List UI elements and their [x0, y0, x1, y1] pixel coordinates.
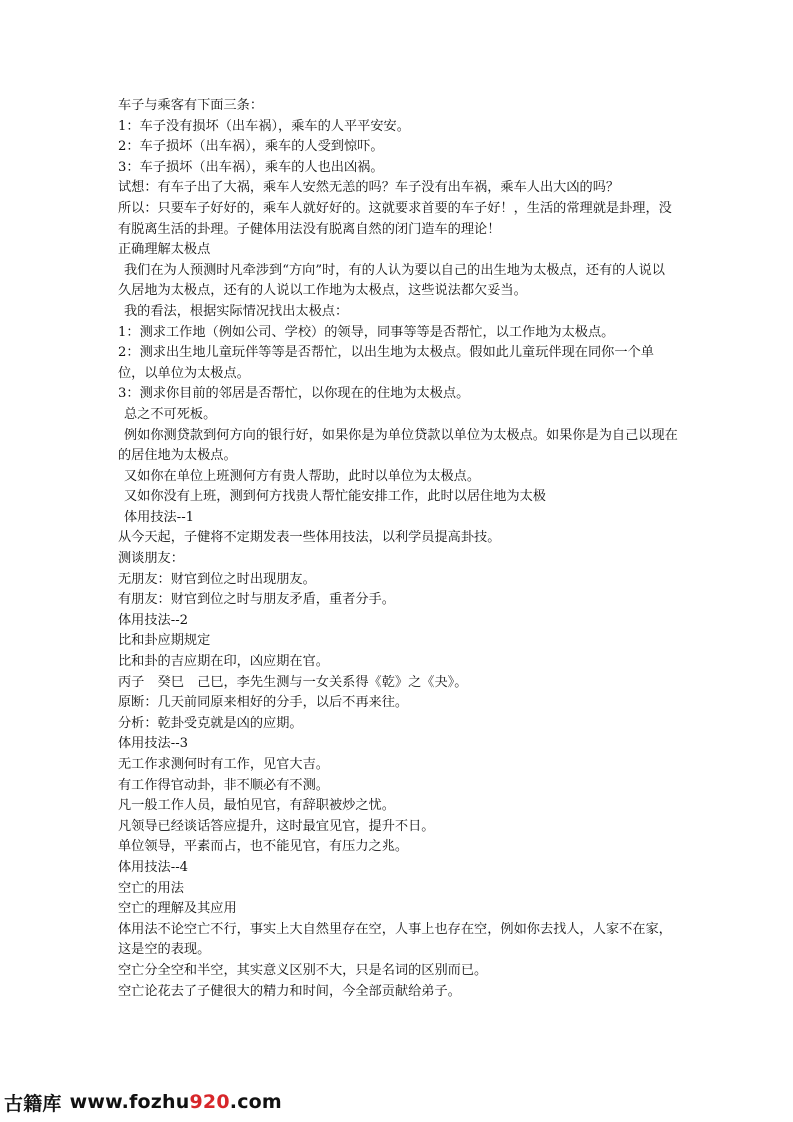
section-heading: 空亡的用法 [118, 880, 184, 896]
text-line: 试想：有车子出了大祸，乘车人安然无恙的吗？车子没有出车祸，乘车人出大凶的吗？ [118, 180, 620, 196]
text-line: 所以：只要车子好好的，乘车人就好好的。这就要求首要的车子好！，生活的常理就是卦理，没有脱离生活的卦理。子健体用法没有脱离自然的闭门造车的理论！ [118, 200, 672, 237]
section-heading: 体用技法--4 [118, 859, 189, 875]
text-line: 2：测求出生地儿童玩伴等等是否帮忙，以出生地为太极点。假如此儿童玩伴现在同你一个单位，以单位为太极点。 [118, 345, 654, 381]
text-line: 无工作求测何时有工作，见官大吉。 [118, 757, 329, 772]
text-line: 原断：几天前同原来相好的分手，以后不再来往。 [118, 695, 409, 711]
text-line: 1：测求工作地（例如公司、学校）的领导，同事等等是否帮忙，以工作地为太极点。 [118, 324, 615, 340]
text-line: 例如你测贷款到何方向的银行好，如果你是为单位贷款以单位为太极点。如果你是为自己以现在的居住地为太极点。 [118, 427, 678, 464]
text-line: 凡领导已经谈话答应提升，这时最宜见官，提升不日。 [118, 818, 435, 834]
document-body [118, 96, 678, 1002]
text-line: 我的看法，根据实际情况找出太极点： [124, 303, 349, 319]
text-line: 3：测求你目前的邻居是否帮忙，以你现在的住地为太极点。 [118, 386, 470, 402]
text-line: 测谈朋友： [118, 551, 184, 567]
watermark-url-number: 920 [189, 1091, 230, 1113]
watermark-brand: 古籍库 [4, 1092, 62, 1115]
text-line: 3：车子损坏（出车祸），乘车的人也出凶祸。 [118, 159, 384, 175]
text-line: 1：车子没有损坏（出车祸），乘车的人平平安安。 [118, 118, 410, 134]
text-line: 无朋友：财官到位之时出现朋友。 [118, 571, 316, 587]
text-line: 有朋友：财官到位之时与朋友矛盾，重者分手。 [118, 592, 395, 608]
text-line: 我们在为人预测时凡牵涉到“方向”时，有的人认为要以自己的出生地为太极点，还有的人说以久居地为太极点，还有的人说以工作地为太极点，这些说法都欠妥当。 [118, 262, 665, 299]
text-line: 分析：乾卦受克就是凶的应期。 [118, 715, 303, 731]
section-heading: 体用技法--3 [118, 736, 189, 752]
text-line: 从今天起，子健将不定期发表一些体用技法，以利学员提高卦技。 [118, 530, 501, 546]
text-line: 比和卦的吉应期在印，凶应期在官。 [118, 654, 329, 670]
site-watermark [4, 1088, 282, 1116]
text-line: 车子与乘客有下面三条： [118, 98, 264, 113]
text-line: 又如你在单位上班测何方有贵人帮助，此时以单位为太极点。 [124, 468, 481, 484]
text-line: 体用法不论空亡不行，事实上大自然里存在空，人事上也存在空，例如你去找人，人家不在家，这是空的表现。 [118, 921, 672, 958]
text-line: 又如你没有上班，测到何方找贵人帮忙能安排工作，此时以居住地为太极 [124, 489, 546, 505]
section-heading: 体用技法--1 [124, 509, 195, 525]
text-line: 2：车子损坏（出车祸），乘车的人受到惊吓。 [118, 139, 384, 155]
text-line: 凡一般工作人员，最怕见官，有辞职被炒之忧。 [118, 798, 395, 814]
watermark-url[interactable] [70, 1091, 282, 1113]
text-line: 丙子 癸巳 己巳，李先生测与一女关系得《乾》之《夬》。 [118, 674, 468, 690]
text-line: 单位领导，平素而占，也不能见官，有压力之兆。 [118, 839, 409, 855]
text-line: 空亡分全空和半空，其实意义区别不大，只是名词的区别而已。 [118, 962, 488, 978]
text-line: 有工作得官动卦，非不顺必有不测。 [118, 777, 329, 793]
watermark-url-prefix: www.fozhu [69, 1091, 190, 1113]
text-line: 总之不可死板。 [124, 406, 217, 422]
watermark-url-suffix: .com [229, 1091, 282, 1113]
text-line: 空亡论花去了子健很大的精力和时间，今全部贡献给弟子。 [118, 983, 461, 999]
section-heading: 体用技法--2 [118, 612, 189, 628]
section-heading: 比和卦应期规定 [118, 633, 211, 649]
section-heading: 空亡的理解及其应用 [118, 901, 237, 917]
section-heading: 正确理解太极点 [118, 242, 211, 258]
